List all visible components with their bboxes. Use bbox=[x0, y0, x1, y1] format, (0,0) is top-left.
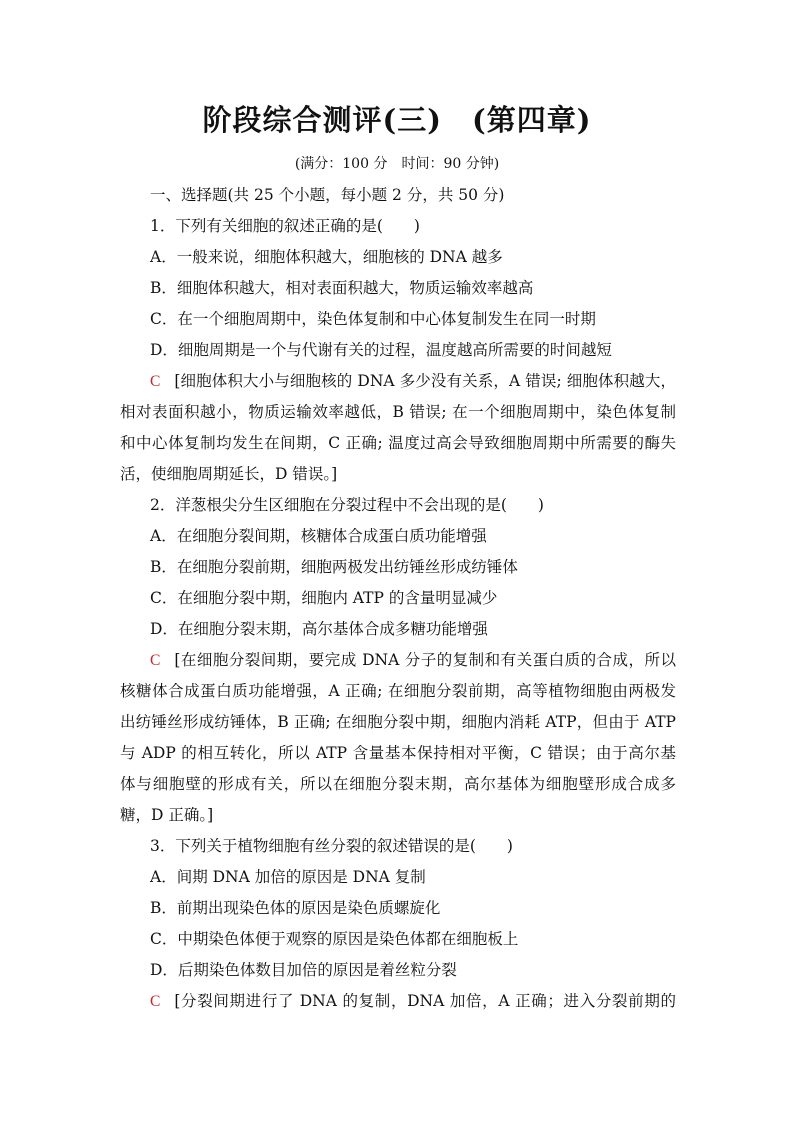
question-1-answer-letter: C bbox=[150, 373, 161, 390]
question-1-explanation-line: 和中心体复制均发生在间期，C 正确; 温度过高会导致细胞周期中所需要的酶失 bbox=[120, 434, 676, 452]
question-2-answer-letter: C bbox=[150, 652, 161, 669]
question-1-explanation-line: 相对表面积越小，物质运输效率越低，B 错误; 在一个细胞周期中，染色体复制 bbox=[120, 403, 676, 421]
question-2-explanation-line: 核糖体合成蛋白质功能增强，A 正确; 在细胞分裂前期，高等植物细胞由两极发 bbox=[120, 682, 676, 700]
question-2-option-a: A．在细胞分裂间期，核糖体合成蛋白质功能增强 bbox=[150, 527, 487, 545]
question-2-explanation-line: C [在细胞分裂间期，要完成 DNA 分子的复制和有关蛋白质的合成，所以 bbox=[150, 651, 676, 669]
question-1-option-d: D．细胞周期是一个与代谢有关的过程，温度越高所需要的时间越短 bbox=[150, 341, 612, 359]
question-2-explanation-line: 与 ADP 的相互转化，所以 ATP 含量基本保持相对平衡，C 错误；由于高尔基 bbox=[120, 744, 676, 762]
question-3-explanation-line: C [分裂间期进行了 DNA 的复制，DNA 加倍，A 正确；进入分裂前期的 bbox=[150, 992, 676, 1010]
question-1-stem: 1．下列有关细胞的叙述正确的是( ) bbox=[150, 217, 420, 235]
question-3-option-d: D．后期染色体数目加倍的原因是着丝粒分裂 bbox=[150, 961, 457, 979]
question-2-explanation-line: 糖，D 正确。] bbox=[120, 806, 214, 824]
section-heading: 一、选择题(共 25 个小题，每小题 2 分，共 50 分) bbox=[150, 186, 505, 204]
question-1-option-c: C．在一个细胞周期中，染色体复制和中心体复制发生在同一时期 bbox=[150, 310, 596, 328]
question-1-option-b: B．细胞体积越大，相对表面积越大，物质运输效率越高 bbox=[150, 279, 534, 297]
question-2-option-b: B．在细胞分裂前期，细胞两极发出纺锤丝形成纺锤体 bbox=[150, 558, 518, 576]
question-3-option-c: C．中期染色体便于观察的原因是染色体都在细胞板上 bbox=[150, 930, 519, 948]
exam-content bbox=[120, 180, 676, 1017]
exam-info: (满分：100 分 时间：90 分钟) bbox=[294, 156, 500, 172]
question-1-explanation-line: C [细胞体积大小与细胞核的 DNA 多少没有关系，A 错误; 细胞体积越大， bbox=[150, 372, 676, 390]
question-1-option-a: A．一般来说，细胞体积越大，细胞核的 DNA 越多 bbox=[150, 248, 503, 266]
question-2-option-d: D．在细胞分裂末期，高尔基体合成多糖功能增强 bbox=[150, 620, 488, 638]
question-3-stem: 3．下列关于植物细胞有丝分裂的叙述错误的是( ) bbox=[150, 837, 513, 855]
question-2-explanation-line: 出纺锤丝形成纺锤体，B 正确; 在细胞分裂中期，细胞内消耗 ATP，但由于 ATP bbox=[120, 713, 676, 731]
page-title: 阶段综合测评(三) (第四章) bbox=[202, 103, 592, 137]
question-2-stem: 2．洋葱根尖分生区细胞在分裂过程中不会出现的是( ) bbox=[150, 496, 544, 514]
question-3-option-a: A．间期 DNA 加倍的原因是 DNA 复制 bbox=[150, 868, 426, 886]
question-3-option-b: B．前期出现染色体的原因是染色质螺旋化 bbox=[150, 899, 441, 917]
question-2-explanation-line: 体与细胞壁的形成有关，所以在细胞分裂末期，高尔基体为细胞壁形成合成多 bbox=[120, 775, 676, 793]
question-1-explanation-line: 活，使细胞周期延长，D 错误。] bbox=[120, 465, 338, 483]
question-3-answer-letter: C bbox=[150, 993, 161, 1010]
question-2-option-c: C．在细胞分裂中期，细胞内 ATP 的含量明显减少 bbox=[150, 589, 498, 607]
